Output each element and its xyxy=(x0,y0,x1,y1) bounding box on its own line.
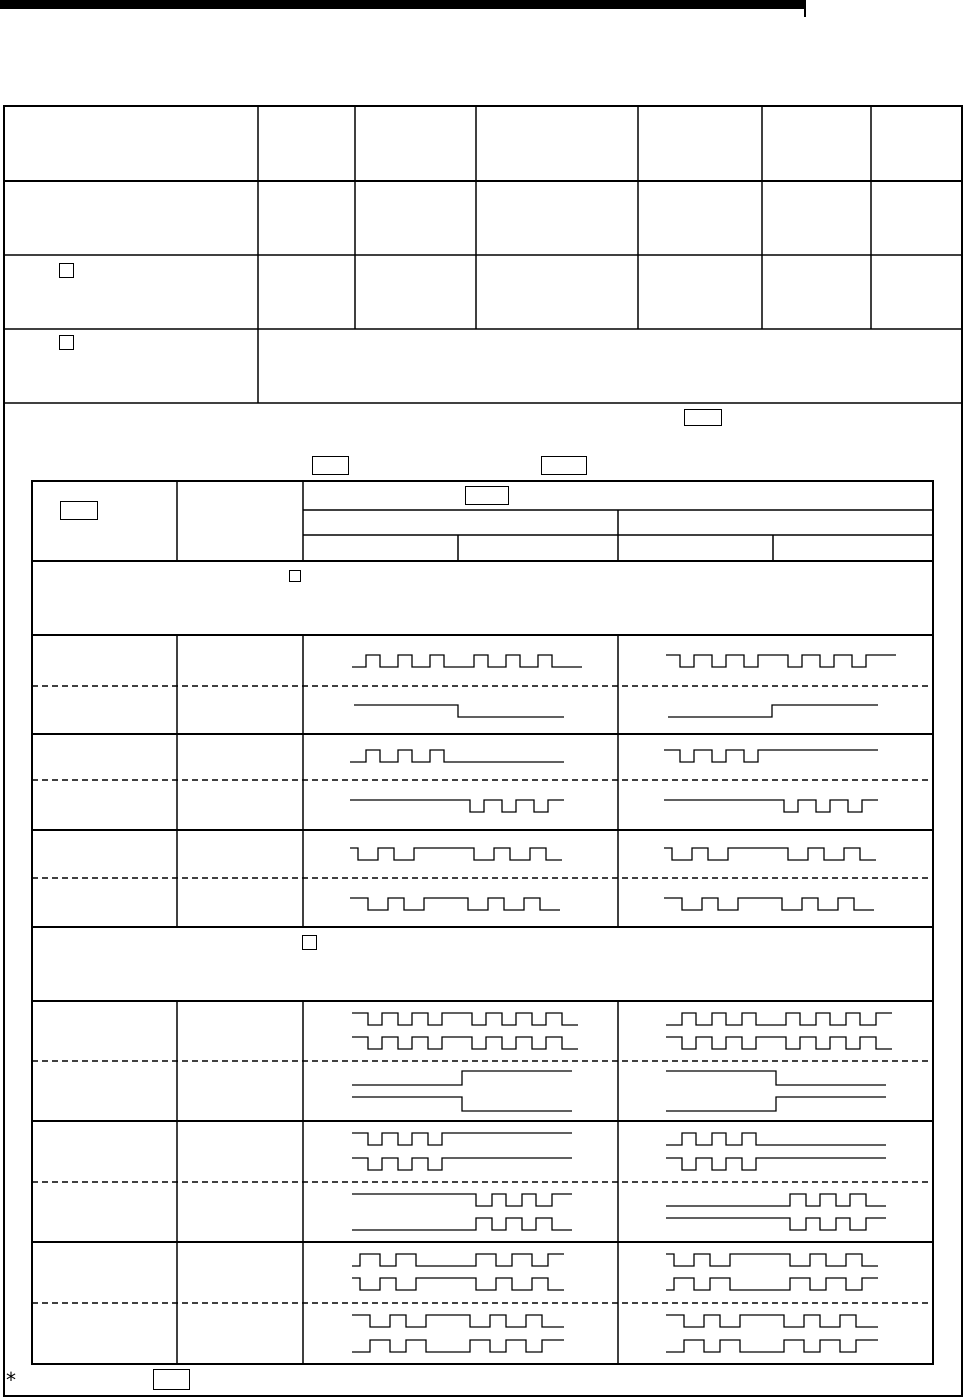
waveform-trace-31 xyxy=(666,1254,878,1266)
waveform-trace-8 xyxy=(664,800,878,812)
waveform-trace-1 xyxy=(352,655,582,667)
waveform-trace-11 xyxy=(350,898,560,910)
waveform-trace-25 xyxy=(352,1194,572,1206)
waveform-trace-10 xyxy=(664,848,876,860)
waveform-trace-33 xyxy=(352,1315,564,1327)
waveform-trace-21 xyxy=(352,1133,572,1145)
waveform-trace-12 xyxy=(664,898,874,910)
waveform-trace-24 xyxy=(666,1158,886,1170)
waveform-trace-3 xyxy=(354,705,564,717)
waveform-trace-26 xyxy=(352,1218,572,1230)
waveform-trace-35 xyxy=(666,1315,878,1327)
waveform-trace-13 xyxy=(352,1013,578,1025)
waveform-trace-29 xyxy=(352,1254,564,1266)
waveform-trace-16 xyxy=(666,1037,892,1049)
waveform-trace-4 xyxy=(668,705,878,717)
waveform-trace-2 xyxy=(666,655,896,667)
waveform-trace-17 xyxy=(352,1071,572,1085)
waveform-trace-34 xyxy=(352,1340,564,1352)
waveform-trace-28 xyxy=(666,1218,886,1230)
waveform-trace-9 xyxy=(350,848,562,860)
waveform-trace-23 xyxy=(666,1133,886,1145)
waveform-trace-22 xyxy=(352,1158,572,1170)
waveform-trace-6 xyxy=(664,750,878,762)
waveform-trace-18 xyxy=(352,1097,572,1111)
waveform-trace-30 xyxy=(352,1278,564,1290)
waveform-trace-14 xyxy=(352,1037,578,1049)
waveform-trace-15 xyxy=(666,1013,892,1025)
waveform-trace-7 xyxy=(350,800,564,812)
footnote-mark: * xyxy=(6,1368,16,1392)
waveform-trace-20 xyxy=(666,1097,886,1111)
waveform-trace-32 xyxy=(666,1278,878,1290)
waveform-trace-5 xyxy=(350,750,564,762)
waveform-trace-27 xyxy=(666,1194,886,1206)
waveform-trace-36 xyxy=(666,1340,878,1352)
waveform-trace-19 xyxy=(666,1071,886,1085)
